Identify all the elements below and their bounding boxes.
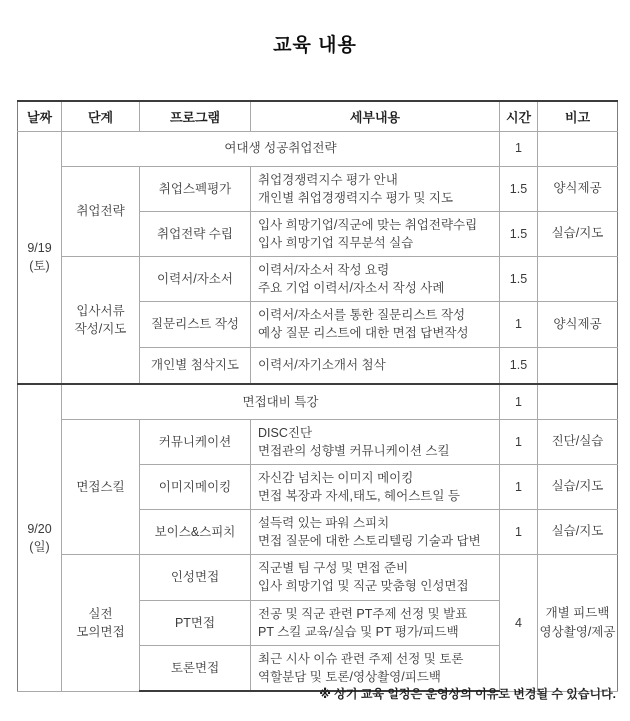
detail-cell	[251, 347, 500, 384]
table-row	[18, 131, 618, 166]
stage-text: 실전	[88, 606, 113, 621]
detail-cell	[251, 419, 500, 464]
table-row	[18, 419, 618, 464]
detail-line: 면접 질문에 대한 스토리텔링 기술과 답변	[258, 534, 481, 549]
note-cell	[538, 131, 618, 166]
date-text: 9/19	[27, 241, 52, 256]
program-cell: 취업전략 수립	[140, 211, 251, 256]
detail-line: 주요 기업 이력서/자소서 작성 사례	[258, 281, 445, 296]
stage-cell	[62, 419, 140, 555]
detail-cell	[251, 510, 500, 555]
program-cell: 질문리스트 작성	[140, 302, 251, 347]
detail-line: PT 스킬 교육/실습 및 PT 평가/피드백	[258, 624, 459, 639]
program-cell: 취업스펙평가	[140, 166, 251, 211]
note-cell: 실습/지도	[538, 464, 618, 509]
detail-line: 자신감 넘치는 이미지 메이킹	[258, 470, 414, 485]
detail-line: 취업경쟁력지수 평가 안내	[258, 172, 398, 187]
note-cell: 진단/실습	[538, 419, 618, 464]
stage-text: 입사서류	[76, 303, 125, 318]
detail-line: 설득력 있는 파워 스피치	[258, 516, 390, 530]
hours-cell: 1.5	[500, 347, 538, 384]
detail-line: 면접관의 성향별 커뮤니케이션 스킬	[258, 443, 450, 458]
detail-cell	[251, 464, 500, 509]
section-intro-cell: 여대생 성공취업전략	[62, 131, 500, 166]
detail-line: 이력서/자소서를 통한 질문리스트 작성	[258, 308, 466, 323]
detail-line: 면접 복장과 자세,태도, 헤어스트일 등	[258, 488, 460, 503]
note-cell-merged	[538, 555, 618, 691]
note-cell: 실습/지도	[538, 211, 618, 256]
program-cell: PT면접	[140, 600, 251, 645]
stage-text: 모의면접	[76, 624, 125, 639]
stage-text: 취업전략	[76, 204, 125, 219]
education-schedule-table	[17, 100, 618, 692]
stage-cell	[62, 555, 140, 691]
detail-line: DISC진단	[258, 425, 313, 440]
header-hours: 시간	[500, 101, 538, 131]
detail-cell	[251, 302, 500, 347]
page-title: 교육 내용	[273, 35, 357, 56]
day-text: (토)	[29, 259, 50, 274]
stage-text: 면접스킬	[76, 479, 125, 494]
detail-cell	[251, 211, 500, 256]
program-cell: 보이스&스피치	[140, 510, 251, 555]
program-cell: 이미지메이킹	[140, 464, 251, 509]
table-row	[18, 257, 618, 302]
detail-cell	[251, 555, 500, 600]
hours-cell: 1.5	[500, 166, 538, 211]
program-cell: 개인별 첨삭지도	[140, 347, 251, 384]
detail-line: 예상 질문 리스트에 대한 면접 답변작성	[258, 326, 469, 341]
hours-cell: 1	[500, 419, 538, 464]
date-text: 9/20	[27, 521, 52, 536]
header-detail: 세부내용	[251, 101, 500, 131]
program-cell: 토론면접	[140, 645, 251, 691]
schedule-change-footnote: ※ 상기 교육 일정은 운영상의 이유로 변경될 수 있습니다.	[319, 687, 616, 701]
hours-cell-merged: 4	[500, 555, 538, 691]
stage-cell	[62, 257, 140, 385]
stage-text: 작성/지도	[74, 322, 127, 336]
table-row	[18, 555, 618, 600]
hours-cell: 1.5	[500, 257, 538, 302]
note-cell	[538, 384, 618, 419]
note-cell: 양식제공	[538, 302, 618, 347]
day-text: (일)	[29, 539, 50, 554]
program-cell: 커뮤니케이션	[140, 419, 251, 464]
hours-cell: 1	[500, 510, 538, 555]
note-line: 영상촬영/제공	[539, 624, 616, 639]
detail-line: 최근 시사 이슈 관련 주제 선정 및 토론	[258, 651, 464, 666]
detail-line: 개인별 취업경쟁력지수 평가 및 지도	[258, 190, 454, 205]
detail-line: 역할분담 및 토론/영상촬영/피드백	[258, 669, 441, 684]
program-cell: 인성면접	[140, 555, 251, 600]
note-cell	[538, 257, 618, 302]
table-row	[18, 166, 618, 211]
note-line: 개별 피드백	[545, 605, 610, 620]
detail-line: 입사 희망기업 직무분석 실습	[258, 235, 414, 250]
program-cell: 이력서/자소서	[140, 257, 251, 302]
header-note: 비고	[538, 101, 618, 131]
detail-cell	[251, 257, 500, 302]
hours-cell: 1	[500, 464, 538, 509]
note-cell: 실습/지도	[538, 510, 618, 555]
header-program: 프로그램	[140, 101, 251, 131]
section-intro-cell: 면접대비 특강	[62, 384, 500, 419]
stage-cell	[62, 166, 140, 257]
detail-line: 입사 희망기업 및 직군 맞춤형 인성면접	[258, 579, 469, 594]
hours-cell: 1	[500, 131, 538, 166]
hours-cell: 1	[500, 302, 538, 347]
detail-line: 이력서/자기소개서 첨삭	[258, 358, 386, 373]
table-header-row	[18, 101, 618, 131]
detail-line: 이력서/자소서 작성 요령	[258, 263, 390, 277]
note-cell	[538, 347, 618, 384]
date-cell-919	[18, 131, 62, 384]
table-row	[18, 384, 618, 419]
header-date: 날짜	[18, 101, 62, 131]
detail-line: 전공 및 직군 관련 PT주제 선정 및 발표	[258, 606, 468, 621]
detail-cell	[251, 600, 500, 645]
note-cell: 양식제공	[538, 166, 618, 211]
detail-line: 직군별 팀 구성 및 면접 준비	[258, 561, 409, 576]
detail-line: 입사 희망기업/직군에 맞는 취업전략수립	[258, 217, 478, 232]
hours-cell: 1	[500, 384, 538, 419]
date-cell-920	[18, 384, 62, 691]
hours-cell: 1.5	[500, 211, 538, 256]
header-stage: 단계	[62, 101, 140, 131]
detail-cell	[251, 166, 500, 211]
